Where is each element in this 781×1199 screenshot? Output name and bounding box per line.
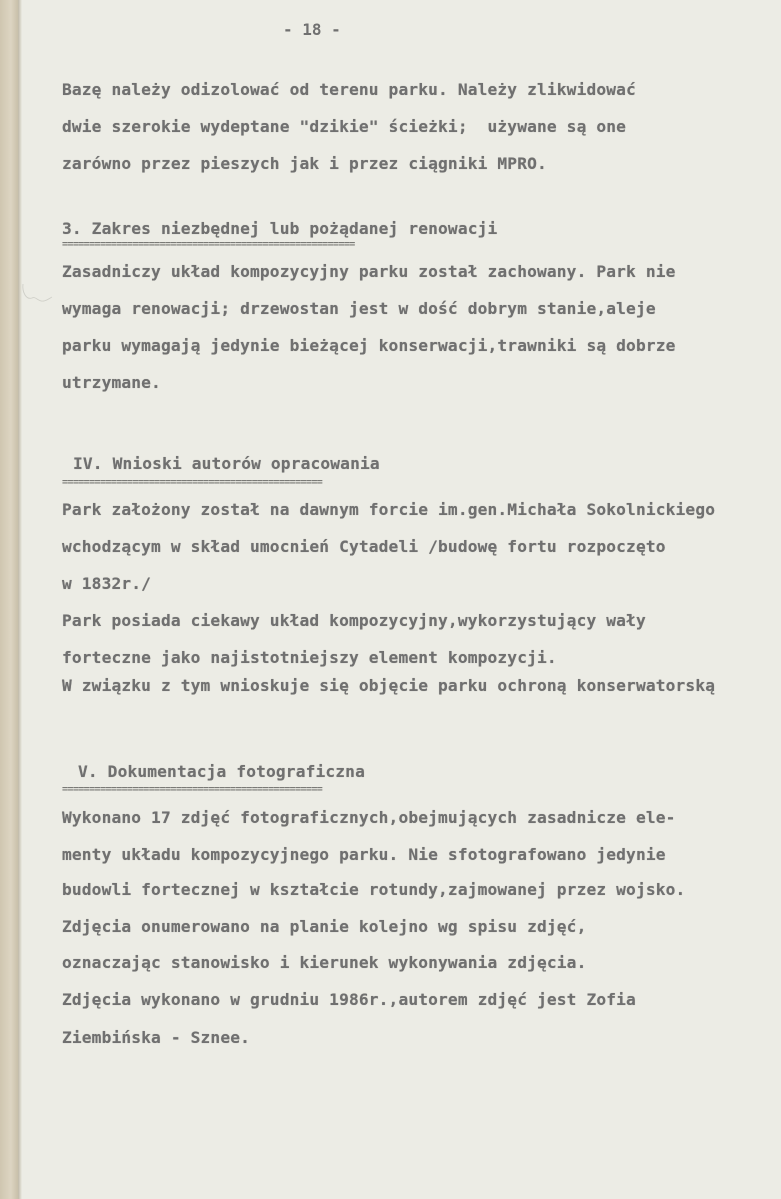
- section-4-line-4: Park posiada ciekawy układ kompozycyjny,wykorzystujący wały: [62, 611, 646, 630]
- intro-line-1: Bazę należy odizolować od terenu parku. Należy zlikwidować: [62, 80, 636, 99]
- section-3-line-2: wymaga renowacji; drzewostan jest w dość dobrym stanie,aleje: [62, 299, 656, 318]
- section-4-heading-underline: ================================================: [62, 478, 323, 488]
- page-number: - 18 -: [283, 20, 341, 39]
- intro-line-2: dwie szerokie wydeptane "dzikie" ścieżki; używane są one: [62, 117, 627, 136]
- section-5-line-4: Zdjęcia onumerowano na planie kolejno wg spisu zdjęć,: [62, 917, 587, 936]
- section-5-line-6: Zdjęcia wykonano w grudniu 1986r.,autorem zdjęć jest Zofia: [62, 990, 636, 1009]
- section-3-line-4: utrzymane.: [62, 373, 161, 392]
- binding-edge: [0, 0, 18, 1199]
- typewritten-page: [22, 0, 781, 1199]
- section-4-heading: IV. Wnioski autorów opracowania: [73, 454, 380, 473]
- section-4-line-1: Park założony został na dawnym forcie im.gen.Michała Sokolnickiego: [62, 500, 716, 519]
- section-4-line-2: wchodzącym w skład umocnień Cytadeli /budowę fortu rozpoczęto: [62, 537, 666, 556]
- section-3-heading-underline: ======================================================: [62, 240, 355, 250]
- section-5-heading: V. Dokumentacja fotograficzna: [78, 762, 365, 781]
- section-3-line-3: parku wymagają jedynie bieżącej konserwacji,trawniki są dobrze: [62, 336, 676, 355]
- pencil-annotation-mark: [20, 280, 54, 306]
- section-5-heading-underline: ================================================: [62, 785, 323, 795]
- section-4-line-3: w 1832r./: [62, 574, 152, 593]
- section-3-line-1: Zasadniczy układ kompozycyjny parku został zachowany. Park nie: [62, 262, 676, 281]
- section-5-line-7: Ziembińska - Sznee.: [62, 1028, 251, 1047]
- section-4-line-5: forteczne jako najistotniejszy element kompozycji.: [62, 648, 557, 667]
- section-5-line-2: menty układu kompozycyjnego parku. Nie sfotografowano jedynie: [62, 845, 666, 864]
- section-5-line-3: budowli fortecznej w kształcie rotundy,zajmowanej przez wojsko.: [62, 880, 686, 899]
- section-5-line-1: Wykonano 17 zdjęć fotograficznych,obejmujących zasadnicze ele-: [62, 808, 676, 827]
- section-3-heading: 3. Zakres niezbędnej lub pożądanej renowacji: [62, 219, 498, 238]
- intro-line-3: zarówno przez pieszych jak i przez ciągniki MPRO.: [62, 154, 547, 173]
- section-4-line-6: W związku z tym wnioskuje się objęcie parku ochroną konserwatorską: [62, 676, 716, 695]
- section-5-line-5: oznaczając stanowisko i kierunek wykonywania zdjęcia.: [62, 953, 587, 972]
